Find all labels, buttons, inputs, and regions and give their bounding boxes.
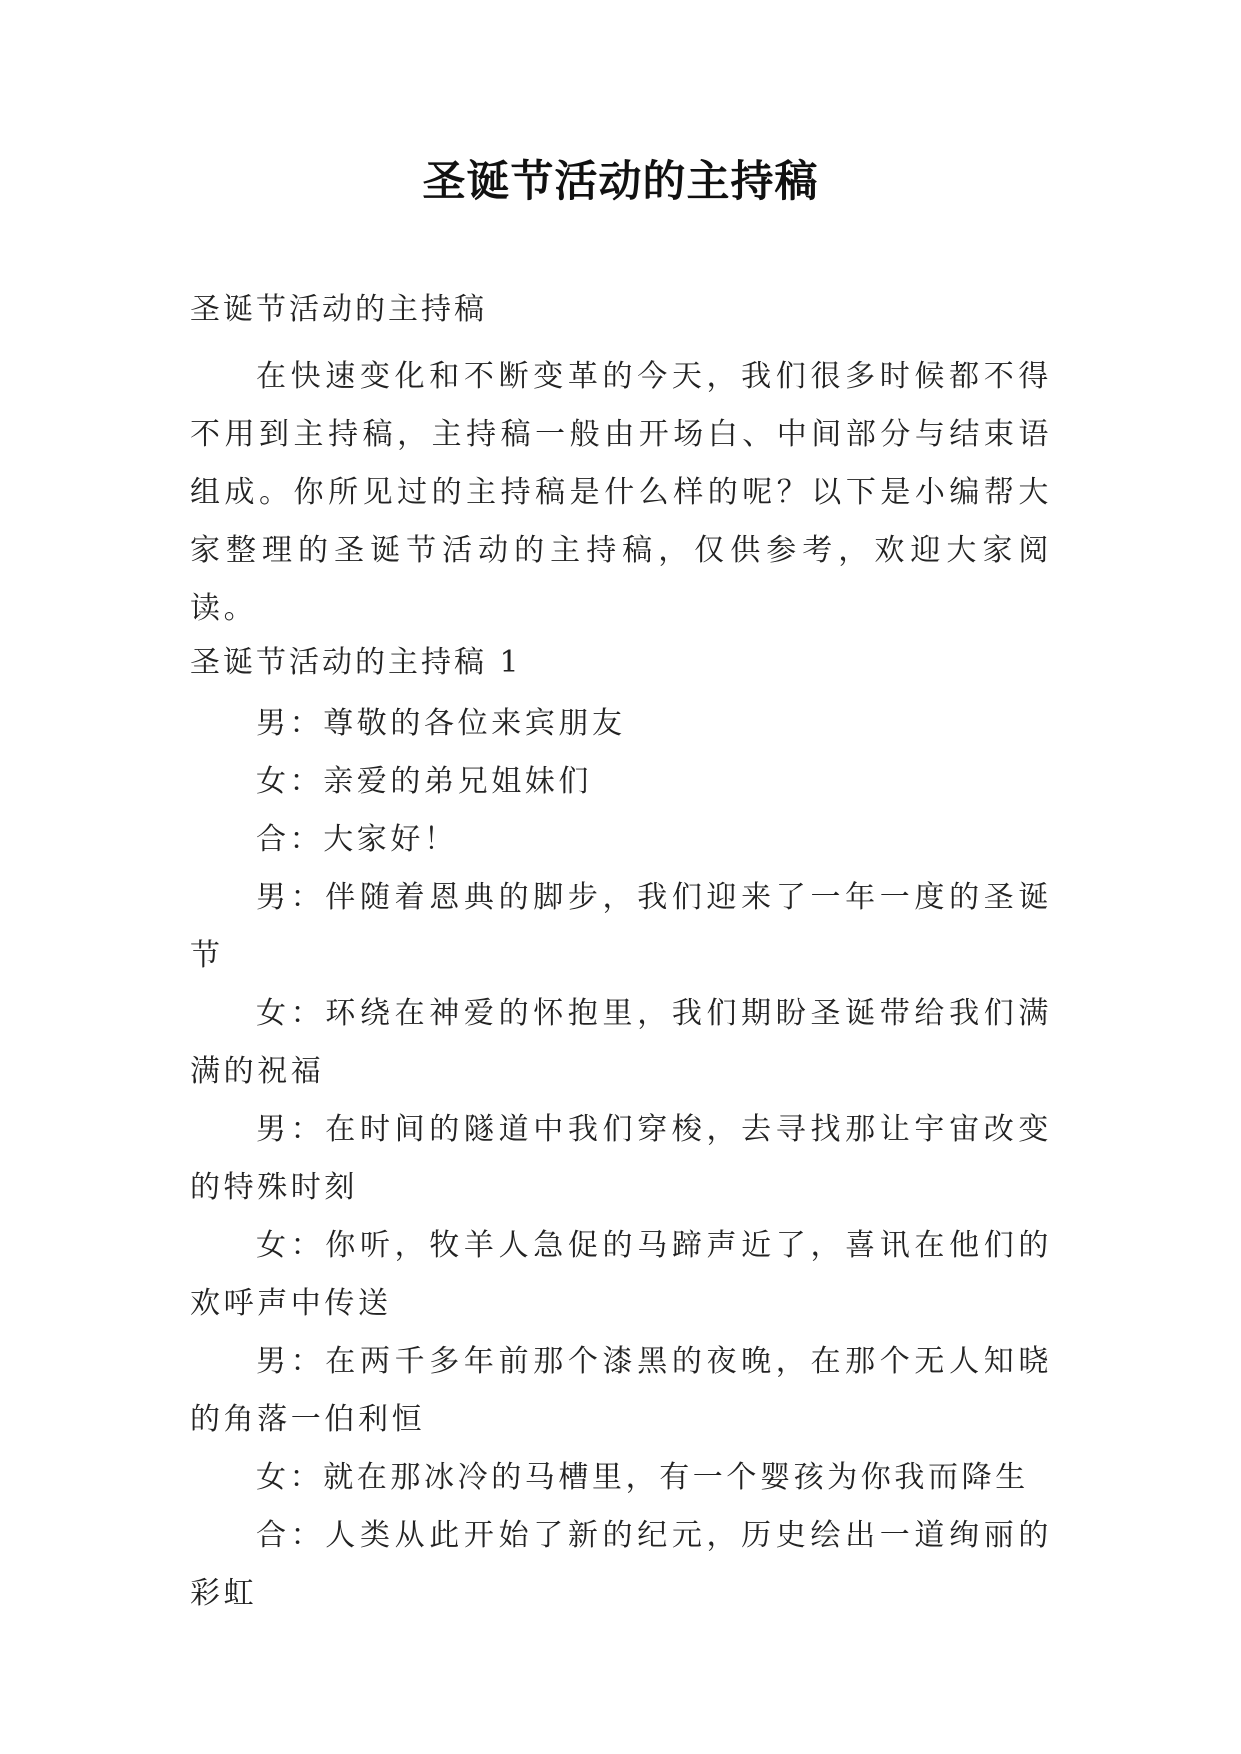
dialogue-line: 女：环绕在神爱的怀抱里，我们期盼圣诞带给我们满满的祝福 xyxy=(190,996,1052,1089)
dialogue-line: 男：在两千多年前那个漆黑的夜晚，在那个无人知晓的角落一伯利恒 xyxy=(190,1344,1052,1437)
dialogue-line: 女：你听，牧羊人急促的马蹄声近了，喜讯在他们的欢呼声中传送 xyxy=(190,1228,1052,1321)
intro-paragraph: 在快速变化和不断变革的今天，我们很多时候都不得不用到主持稿，主持稿一般由开场白、中间部分与结束语组成。你所见过的主持稿是什么样的呢？以下是小编帮大家整理的圣诞节活动的主持稿，仅供参考，欢迎大家阅读。 xyxy=(190,359,1052,626)
dialogue-block xyxy=(190,695,1052,1623)
section-heading: 圣诞节活动的主持稿 1 xyxy=(190,645,522,680)
dialogue-line: 男：伴随着恩典的脚步，我们迎来了一年一度的圣诞节 xyxy=(190,880,1052,973)
dialogue-line: 合：人类从此开始了新的纪元，历史绘出一道绚丽的彩虹 xyxy=(190,1518,1052,1611)
document-subtitle: 圣诞节活动的主持稿 xyxy=(190,292,487,327)
dialogue-line: 男：在时间的隧道中我们穿梭，去寻找那让宇宙改变的特殊时刻 xyxy=(190,1112,1052,1205)
dialogue-line: 男：尊敬的各位来宾朋友 xyxy=(256,706,626,741)
document-title: 圣诞节活动的主持稿 xyxy=(422,157,819,207)
dialogue-line: 合：大家好！ xyxy=(256,822,458,857)
dialogue-line: 女：就在那冰冷的马槽里，有一个婴孩为你我而降生 xyxy=(256,1460,1029,1495)
dialogue-line: 女：亲爱的弟兄姐妹们 xyxy=(256,764,592,799)
